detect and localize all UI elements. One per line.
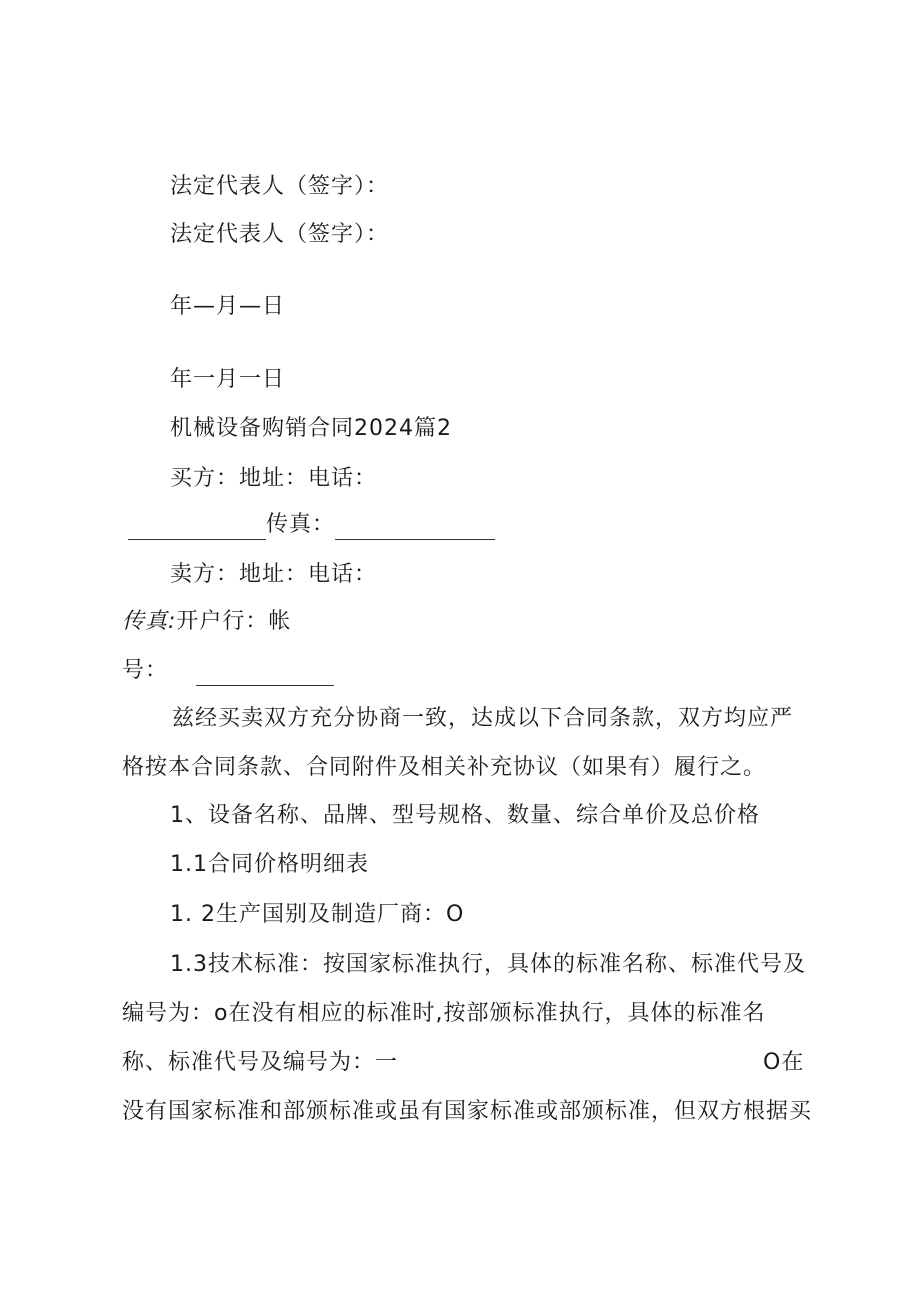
clause-1-2: 1. 2生产国别及制造厂商：O (170, 902, 465, 927)
clause-1-3-line3: 称、标准代号及编号为：一 (122, 1050, 399, 1075)
buyer-info-line: 买方：地址：电话： (170, 466, 378, 491)
legal-rep-signature-b: 法定代表人（签字）： (170, 222, 390, 247)
seller-bank-text: 开户行：帐 (176, 609, 292, 634)
clause-1: 1、设备名称、品牌、型号规格、数量、综合单价及总价格 (170, 803, 760, 828)
legal-rep-signature-a: 法定代表人（签字）： (170, 174, 390, 199)
agreement-paragraph-line2: 格按本合同条款、合同附件及相关补充协议（如果有）履行之。 (122, 755, 767, 780)
contract-title: 机械设备购销合同2024篇2 (170, 416, 452, 441)
buyer-fax-label: 传真： (266, 512, 336, 537)
blank-underline (196, 663, 334, 686)
clause-1-3-line4: 没有国家标准和部颁标准或虽有国家标准或部颁标准，但双方根据买 (122, 1099, 813, 1124)
seller-account-line (122, 656, 334, 686)
clause-1-1: 1.1合同价格明细表 (170, 852, 369, 877)
blank-underline (128, 517, 266, 540)
signature-date-a: 年—月—日 (170, 294, 286, 319)
seller-account-label: 号： (122, 658, 169, 683)
seller-info-line: 卖方：地址：电话： (170, 562, 378, 587)
clause-1-3-line1: 1.3技术标准：按国家标准执行，具体的标准名称、标准代号及 (170, 952, 806, 977)
blank-underline (335, 517, 495, 540)
signature-date-b: 年一月一日 (170, 367, 286, 392)
seller-fax-bank-line (122, 607, 291, 637)
buyer-fax-line (128, 510, 495, 540)
agreement-paragraph-line1: 兹经买卖双方充分协商一致，达成以下合同条款，双方均应严 (172, 706, 794, 731)
clause-1-3-line3-end: O在 (763, 1050, 805, 1075)
clause-1-3-line2: 编号为：o在没有相应的标准时,按部颁标准执行，具体的标准名 (122, 1001, 766, 1026)
seller-fax-label: 传真: (122, 609, 177, 634)
